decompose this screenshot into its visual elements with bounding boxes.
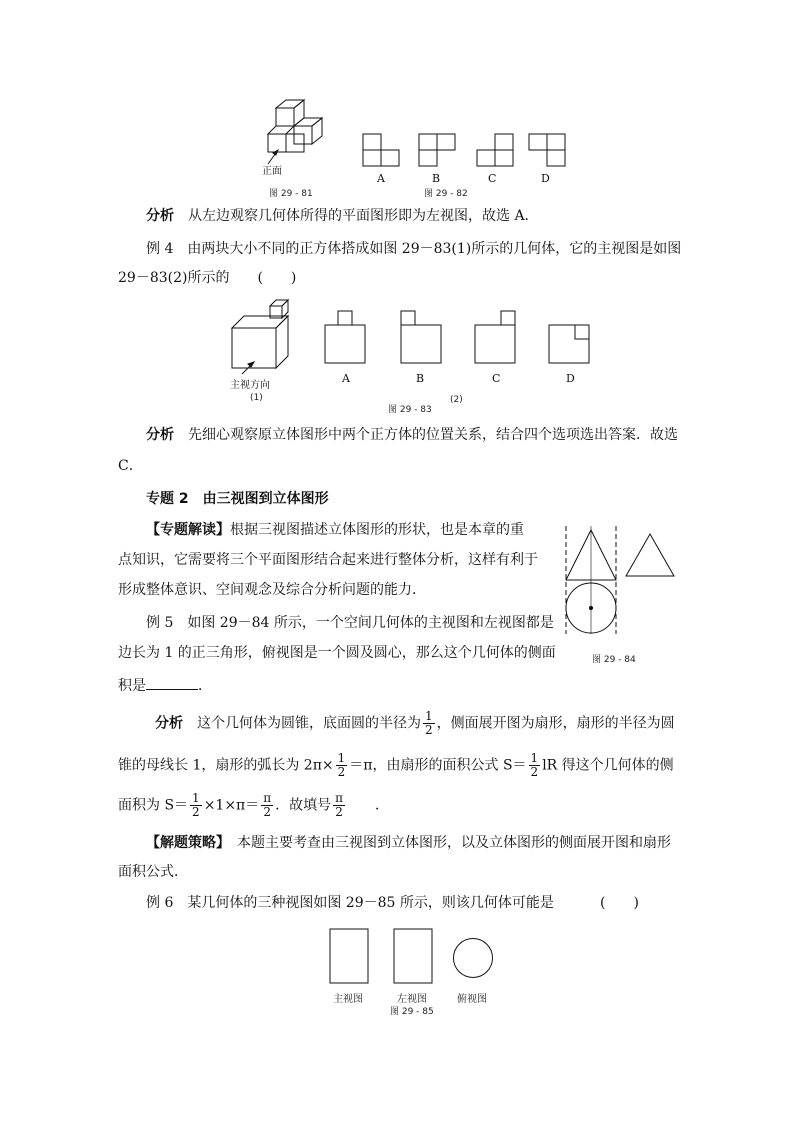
option-a-label-83: A — [342, 372, 350, 385]
figure-caption-85: 图 29 - 85 — [390, 1007, 434, 1017]
option-c-main-view — [474, 310, 516, 364]
example-5-line-1: 例 5 如图 29－84 所示，一个空间几何体的主视图和左视图都是 — [146, 615, 554, 631]
option-c-label: C — [488, 172, 497, 185]
example-6-paren: ( ) — [600, 895, 639, 911]
strategy-line-2: 面积公式． — [118, 864, 188, 880]
answer-blank — [146, 675, 198, 690]
figure-caption-81: 图 29 - 81 — [269, 189, 313, 199]
analysis-1: 分析 从左边观察几何体所得的平面图形即为左视图，故选 A． — [146, 208, 539, 224]
example-5-line-2: 边长为 1 的正三角形，俯视图是一个圆及圆心，那么这个几何体的侧面 — [118, 645, 556, 661]
option-c-view — [476, 133, 514, 167]
sub-label-1: (1) — [250, 393, 263, 403]
sub-label-2: (2) — [450, 395, 463, 405]
main-view-direction-label: 主视方向 — [230, 380, 270, 391]
analysis-3-line-2: 锥的母线长 1，扇形的弧长为 2π× $\frac{1}{2}$ ＝π，由扇形的面积公式 S＝ $\frac{1}{2}$ lR 得这个几何体的侧 — [118, 751, 674, 779]
option-d-label: D — [541, 172, 550, 185]
left-view-rectangle — [393, 928, 433, 984]
option-a-view — [362, 133, 400, 167]
analysis-3-line-3: 面积为 S＝ $\frac{1}{2}$ ×1×π＝ $\frac{\pi}{2}$ ．故填号 $\frac{\pi}{2}$ ． — [118, 791, 390, 819]
option-d-view — [528, 133, 566, 167]
analysis-3-line-1: 分析 这个几何体为圆锥，底面圆的半径为 $\frac{1}{2}$ ，侧面展开图为扇形，扇形的半径为圆 — [155, 709, 675, 737]
left-view-label: 左视图 — [397, 994, 427, 1005]
figure-caption-83: 图 29 - 83 — [388, 405, 432, 415]
figure-caption-84: 图 29 - 84 — [592, 655, 636, 665]
example-6-line: 例 6 某几何体的三种视图如图 29－85 所示，则该几何体可能是 — [146, 895, 554, 911]
strategy-line-1: 【解题策略】 本题主要考查由三视图到立体图形，以及立体图形的侧面展开图和扇形 — [146, 835, 671, 851]
option-b-view — [418, 133, 456, 167]
example-4-line-1: 例 4 由两块大小不同的正方体搭成如图 29－83(1)所示的几何体，它的主视图是如图 — [146, 241, 682, 257]
front-label: 正面 — [262, 166, 282, 177]
figure-caption-82: 图 29 - 82 — [424, 189, 468, 199]
option-b-label: B — [432, 172, 441, 185]
example-4-line-2: 29－83(2)所示的 ( ) — [118, 270, 297, 286]
analysis-2-line-1: 分析 先细心观察原立体图形中两个正方体的位置关系，结合四个选项选出答案．故选 — [146, 427, 678, 443]
option-b-main-view — [400, 310, 442, 364]
topic-reading-line-3: 形成整体意识、空间观念及综合分析问题的能力． — [118, 582, 426, 598]
option-d-label-83: D — [566, 372, 575, 385]
option-a-main-view — [324, 310, 366, 364]
topic-2-title: 专题 2 由三视图到立体图形 — [146, 491, 329, 507]
option-a-label: A — [377, 172, 385, 185]
top-view-label: 俯视图 — [457, 994, 487, 1005]
analysis-2-line-2: C． — [118, 458, 143, 474]
option-b-label-83: B — [416, 372, 425, 385]
cone-three-views-figure — [562, 524, 682, 648]
example-5-line-3: 积是 ． — [118, 675, 212, 696]
fraction-one-half: $\frac{1}{2}$ — [425, 709, 433, 737]
front-view-label: 主视图 — [333, 994, 363, 1005]
two-cube-figure — [230, 298, 294, 380]
topic-reading-line-1: 【专题解读】根据三视图描述立体图形的形状，也是本章的重 — [146, 522, 524, 538]
topic-reading-line-2: 点知识，它需要将三个平面图形结合起来进行整体分析，这样有利于 — [118, 552, 538, 568]
top-view-circle — [452, 937, 494, 979]
front-view-rectangle — [329, 928, 369, 984]
analysis-label: 分析 — [146, 208, 174, 224]
option-c-label-83: C — [492, 372, 501, 385]
option-d-main-view — [548, 324, 590, 366]
